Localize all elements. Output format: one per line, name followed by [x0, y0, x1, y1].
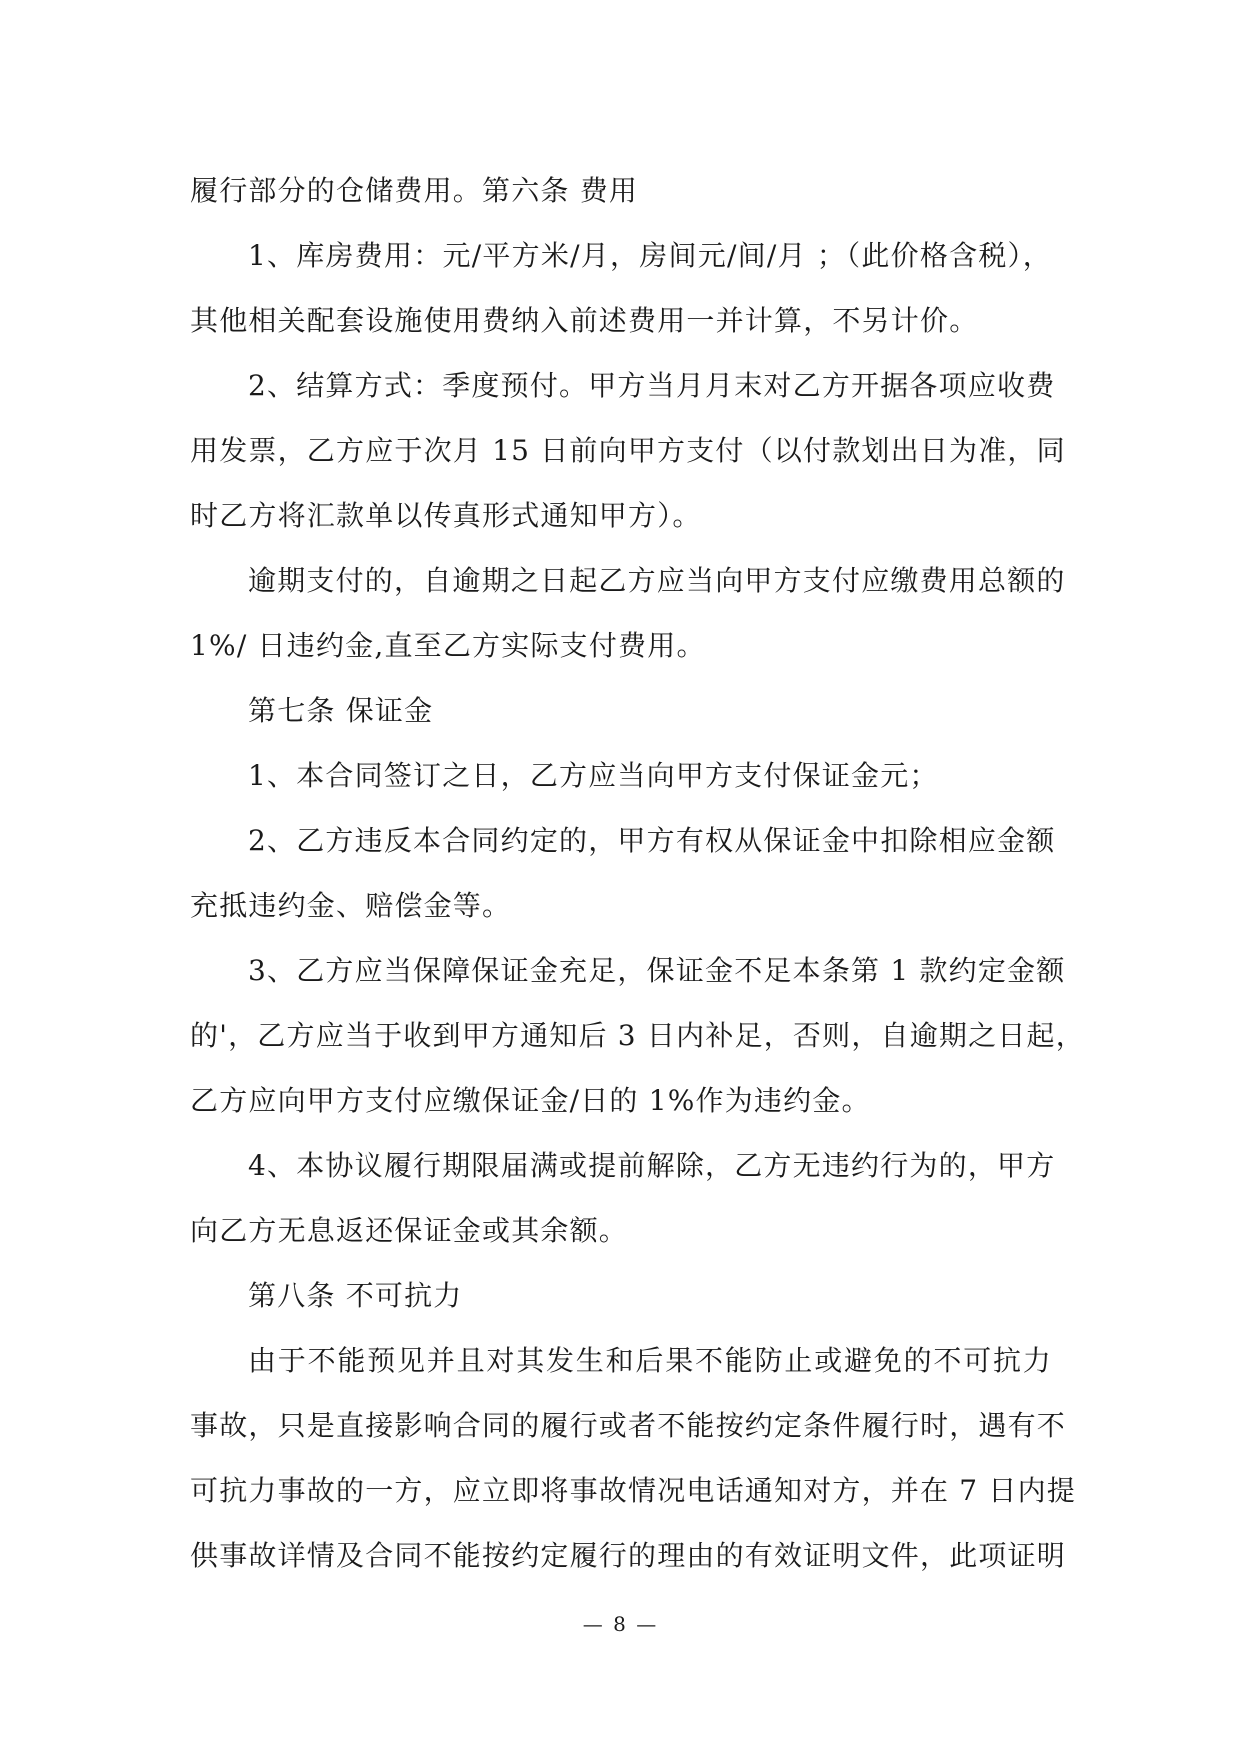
text-line-17: 向乙方无息返还保证金或其余额。 — [190, 1214, 629, 1247]
text-line-1: 履行部分的仓储费用。第六条 费用 — [190, 174, 639, 207]
text-line-10: 1、本合同签订之日，乙方应当向甲方支付保证金元； — [248, 759, 939, 792]
text-line-8: 1%/ 日违约金,直至乙方实际支付费用。 — [190, 629, 706, 662]
section-heading-7: 第七条 保证金 — [248, 694, 434, 727]
section-heading-8: 第八条 不可抗力 — [248, 1279, 463, 1312]
text-line-14: 的'，乙方应当于收到甲方通知后 3 日内补足，否则，自逾期之日起， — [190, 1019, 1085, 1052]
text-line-21: 可抗力事故的一方，应立即将事故情况电话通知对方，并在 7 日内提 — [190, 1474, 1077, 1507]
text-line-20: 事故，只是直接影响合同的履行或者不能按约定条件履行时，遇有不 — [190, 1409, 1067, 1442]
text-line-19: 由于不能预见并且对其发生和后果不能防止或避免的不可抗力 — [248, 1344, 1052, 1377]
text-line-6: 时乙方将汇款单以传真形式通知甲方）。 — [190, 499, 702, 532]
text-line-15: 乙方应向甲方支付应缴保证金/日的 1%作为违约金。 — [190, 1084, 871, 1117]
text-line-4: 2、结算方式：季度预付。甲方当月月末对乙方开据各项应收费 — [248, 369, 1056, 402]
text-line-3: 其他相关配套设施使用费纳入前述费用一并计算，不另计价。 — [190, 304, 979, 337]
text-line-2: 1、库房费用：元/平方米/月，房间元/间/月 ；（此价格含税）， — [248, 239, 1052, 272]
text-line-5: 用发票，乙方应于次月 15 日前向甲方支付（以付款划出日为准，同 — [190, 434, 1066, 467]
text-line-22: 供事故详情及合同不能按约定履行的理由的有效证明文件，此项证明 — [190, 1539, 1067, 1572]
text-line-13: 3、乙方应当保障保证金充足，保证金不足本条第 1 款约定金额 — [248, 954, 1066, 987]
text-line-11: 2、乙方违反本合同约定的，甲方有权从保证金中扣除相应金额 — [248, 824, 1056, 857]
document-body — [190, 158, 1085, 1588]
text-line-16: 4、本协议履行期限届满或提前解除，乙方无违约行为的，甲方 — [248, 1149, 1056, 1182]
text-line-12: 充抵违约金、赔偿金等。 — [190, 889, 512, 922]
page-number: — 8 — — [582, 1612, 659, 1636]
text-line-7: 逾期支付的，自逾期之日起乙方应当向甲方支付应缴费用总额的 — [248, 564, 1066, 597]
